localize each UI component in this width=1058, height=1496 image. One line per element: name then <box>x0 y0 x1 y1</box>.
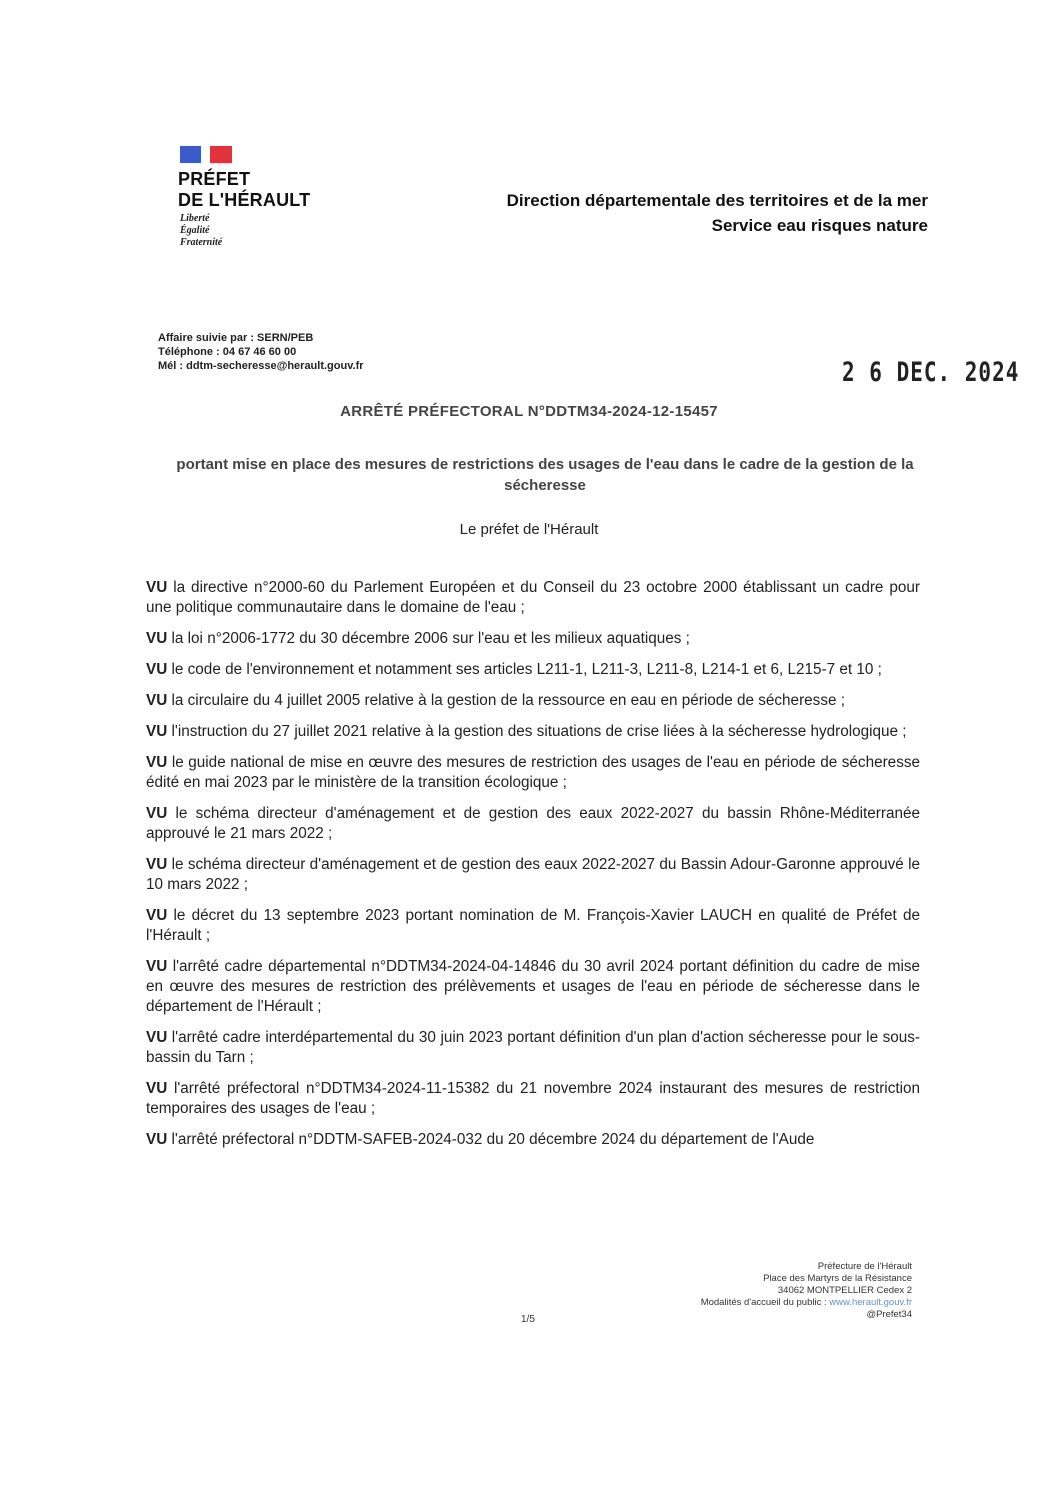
motto-egalite: Égalité <box>180 225 210 236</box>
vu-keyword: VU <box>146 805 168 822</box>
footer-website-link[interactable]: www.herault.gouv.fr <box>829 1297 912 1308</box>
footer-line-3: 34062 MONTPELLIER Cedex 2 <box>777 1285 912 1296</box>
logo-line-2: DE L'HÉRAULT <box>178 190 311 210</box>
vu-keyword: VU <box>146 907 168 924</box>
vu-item <box>146 722 920 742</box>
vu-list <box>146 578 920 1161</box>
vu-item <box>146 855 920 895</box>
vu-keyword: VU <box>146 661 168 678</box>
contact-block <box>158 331 364 373</box>
vu-item <box>146 906 920 946</box>
vu-item <box>146 578 920 618</box>
arrete-subtitle: portant mise en place des mesures de restrictions des usages de l'eau dans le cadre de la gestion de la sécheresse <box>176 456 914 494</box>
direction-name: Direction départementale des territoires et de la mer <box>506 191 928 210</box>
footer-accueil-label: Modalités d'accueil du public : <box>700 1297 827 1308</box>
vu-item <box>146 1028 920 1068</box>
telephone-line: Téléphone : 04 67 46 60 00 <box>158 346 297 358</box>
email-line: Mél : ddtm-secheresse@herault.gouv.fr <box>158 360 364 372</box>
vu-keyword: VU <box>146 958 168 975</box>
footer-line-2: Place des Martyrs de la Résistance <box>763 1273 912 1284</box>
footer-line-1: Préfecture de l'Hérault <box>817 1261 912 1272</box>
vu-text: la loi n°2006-1772 du 30 décembre 2006 sur l'eau et les milieux aquatiques ; <box>171 630 690 647</box>
marianne-logo-icon <box>180 146 232 163</box>
vu-text: le schéma directeur d'aménagement et de gestion des eaux 2022-2027 du bassin Rhône-Méditerranée approuvé le 21 mars 2022 ; <box>146 805 921 842</box>
vu-text: l'arrêté préfectoral n°DDTM34-2024-11-15382 du 21 novembre 2024 instaurant des mesures de restriction temporaires des usages de l'eau ; <box>146 1080 920 1117</box>
date-stamp: 2 6 DEC. 2024 <box>842 357 1020 387</box>
vu-item <box>146 957 920 1017</box>
motto-liberte: Liberté <box>180 213 210 224</box>
vu-text: le guide national de mise en œuvre des mesures de restriction des usages de l'eau en période de sécheresse édité en mai 2023 par le ministère de la transition écologique ; <box>146 754 920 791</box>
vu-text: l'arrêté cadre départemental n°DDTM34-2024-04-14846 du 30 avril 2024 portant définition du cadre de mise en œuvre des mesures de restriction des prélèvements et usages de l'eau en période de sécheresse dans le département de l'Hérault ; <box>146 958 921 1015</box>
vu-text: l'arrêté cadre interdépartemental du 30 juin 2023 portant définition d'un plan d'action sécheresse pour le sous-bassin du Tarn ; <box>146 1029 920 1066</box>
affaire-line: Affaire suivie par : SERN/PEB <box>158 332 314 344</box>
vu-item <box>146 629 920 649</box>
vu-text: le décret du 13 septembre 2023 portant nomination de M. François-Xavier LAUCH en qualité de Préfet de l'Hérault ; <box>146 907 921 944</box>
republic-motto <box>180 213 222 249</box>
department-header <box>507 188 928 238</box>
vu-keyword: VU <box>146 630 168 647</box>
vu-item <box>146 660 920 680</box>
logo-line-1: PRÉFET <box>178 169 251 189</box>
vu-item <box>146 804 920 844</box>
vu-text: la directive n°2000-60 du Parlement Européen et du Conseil du 23 octobre 2000 établissant un cadre pour une politique communautaire dans le domaine de l'eau ; <box>146 579 920 616</box>
vu-keyword: VU <box>146 579 168 596</box>
vu-item <box>146 753 920 793</box>
page-number: 1/5 <box>521 1314 535 1325</box>
footer-line-5: @Prefet34 <box>866 1309 912 1320</box>
vu-keyword: VU <box>146 754 168 771</box>
motto-fraternite: Fraternité <box>180 237 223 248</box>
vu-keyword: VU <box>146 1131 168 1148</box>
vu-text: le schéma directeur d'aménagement et de gestion des eaux 2022-2027 du Bassin Adour-Garonne approuvé le 10 mars 2022 ; <box>146 856 921 893</box>
vu-text: le code de l'environnement et notamment ses articles L211-1, L211-3, L211-8, L214-1 et 6, L215-7 et 10 ; <box>171 661 882 678</box>
vu-item <box>146 1079 920 1119</box>
vu-keyword: VU <box>146 692 168 709</box>
vu-text: la circulaire du 4 juillet 2005 relative à la gestion de la ressource en eau en période de sécheresse ; <box>171 692 845 709</box>
vu-keyword: VU <box>146 1080 168 1097</box>
vu-text: l'arrêté préfectoral n°DDTM-SAFEB-2024-032 du 20 décembre 2024 du département de l'Aude <box>171 1131 815 1148</box>
vu-text: l'instruction du 27 juillet 2021 relative à la gestion des situations de crise liées à la sécheresse hydrologique ; <box>171 723 907 740</box>
vu-keyword: VU <box>146 856 168 873</box>
prefet-logo-title <box>178 169 310 211</box>
arrete-title: ARRÊTÉ PRÉFECTORAL N°DDTM34-2024-12-15457 <box>340 403 718 420</box>
vu-keyword: VU <box>146 723 168 740</box>
vu-item <box>146 691 920 711</box>
vu-item <box>146 1130 920 1150</box>
prefet-line: Le préfet de l'Hérault <box>459 521 599 538</box>
footer-address <box>701 1261 912 1321</box>
footer-line-4 <box>701 1297 912 1309</box>
vu-keyword: VU <box>146 1029 168 1046</box>
service-name: Service eau risques nature <box>711 216 928 235</box>
